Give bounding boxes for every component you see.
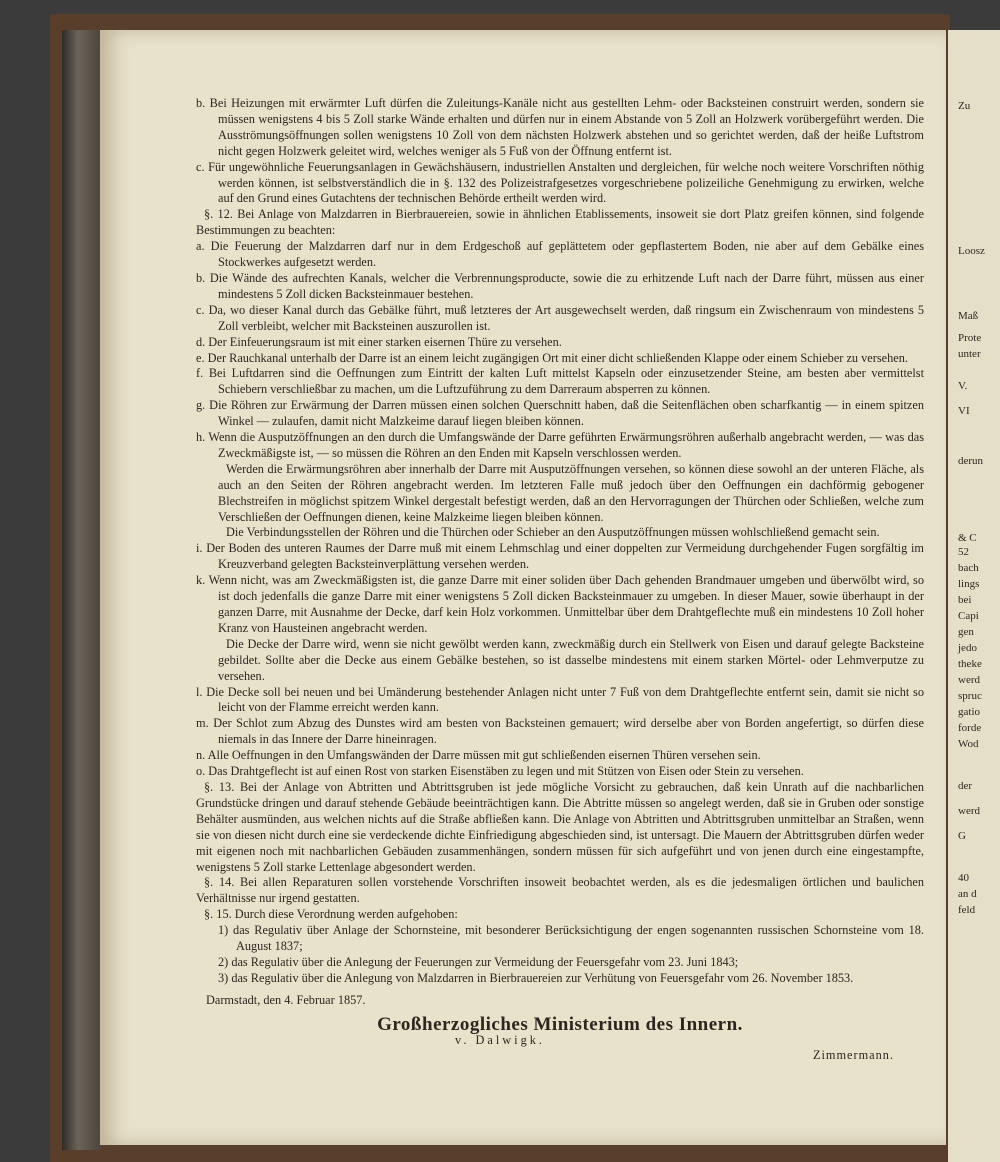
next-page-fragment: der <box>958 780 973 792</box>
next-page-fragment: jedo <box>958 642 977 654</box>
paragraph: f. Bei Luftdarren sind die Oeffnungen zum Eintritt der kalten Luft mittelst Kapseln oder einzusetzender Steine, am besten aber vermittelst Schiebern verschließbar zu machen, um die Luftzuführung zu dem Darreraum absperren zu können. <box>196 366 924 397</box>
paragraph: 2) das Regulativ über die Anlegung der Feuerungen zur Vermeidung der Feuersgefahr vom 23. Juni 1843; <box>218 954 739 969</box>
next-page-fragment: VI <box>958 405 970 417</box>
paragraph: m. Der Schlot zum Abzug des Dunstes wird am besten von Backsteinen gemauert; wird derselbe aber von Borden angefertigt, so dürfen diese niemals in das Innere der Darre hineinragen. <box>196 716 924 747</box>
paragraph: 3) das Regulativ über die Anlegung von Malzdarren in Bierbrauereien zur Verhütung von Feuersgefahr vom 26. November 1853. <box>218 970 854 985</box>
place-date: Darmstadt, den 4. Februar 1857. <box>206 992 366 1007</box>
paragraph: c. Für ungewöhnliche Feuerungsanlagen in Gewächshäusern, industriellen Anstalten und dergleichen, für welche noch weitere Vorschriften nöthig werden können, ist selbstverständlich die in §. 132 des Polizeistrafgesetzes vorgeschriebene polizeiliche Genehmigung zu erwirken, welche auf den Grund eines Gutachtens der technischen Behörde ertheilt werden wird. <box>196 159 924 206</box>
next-page-fragment: derun <box>958 455 984 467</box>
next-page-fragment: theke <box>958 658 982 670</box>
next-page-fragment: werd <box>958 805 980 817</box>
next-page-fragment: & C <box>958 532 977 544</box>
next-page-fragment: lings <box>958 578 980 590</box>
next-page-fragment: Wod <box>958 738 979 750</box>
next-page-fragment: Capi <box>958 610 979 622</box>
minister-signature: v. Dalwigk. <box>455 1032 545 1047</box>
next-page-fragment: V. <box>958 380 968 392</box>
next-page-fragment: G <box>958 830 966 842</box>
paragraph: Werden die Erwärmungsröhren aber innerhalb der Darre mit Ausputzöffnungen versehen, so können diese sowohl an der unteren Fläche, als auch an den Seiten der Röhren angebracht werden. Im letzteren Falle muß jedoch über den Oeffnungen ein dachförmig gebogener Blechstreifen in möglichst spitzem Winkel dergestalt befestigt werden, daß an den Hervorragungen der Thürchen oder Schließen, welche zum Verschließen der Oeffnungen dienen, keine Malzkeime liegen bleiben können. <box>218 461 924 524</box>
page-text <box>196 96 924 1064</box>
next-page-fragment: 52 <box>958 546 969 558</box>
paragraph: Die Verbindungsstellen der Röhren und die Thürchen oder Schieber an den Ausputzöffnungen müssen wohlschließend gemacht sein. <box>226 525 880 540</box>
paragraph: §. 13. Bei der Anlage von Abtritten und Abtrittsgruben ist jede mögliche Vorsicht zu gebrauchen, daß kein Unrath auf die nachbarlichen Grundstücke dringen und darauf stehende Gebäude beeinträchtigen kann. Die Abtritte müssen so angelegt werden, daß sie in Gruben oder sonstige Behälter ausmünden, aus welchen nichts auf die Straße abfließen kann. Die Anlage von Abtritten und Abtrittsgruben unmittelbar an Straßen, wenn sie von diesen nicht durch eine sie verdeckende dichte Einfriedigung abgeschieden sind, ist untersagt. Die Mauern der Abtrittsgruben dürfen weder mit eigenen noch mit nachbarlichen Gebäuden zusammenhängen, sondern müssen für sich aufgeführt und von jenen durch eine eingestampfte, wenigstens 5 Zoll starke Lettenlage abgesondert werden. <box>196 779 924 874</box>
next-page-fragment: forde <box>958 722 982 734</box>
paragraph: h. Wenn die Ausputzöffnungen an den durch die Umfangswände der Darre geführten Erwärmungsröhren außerhalb angebracht werden, — was das Zweckmäßigste ist, — so müssen die Röhren an den Enden mit Kapseln verschlossen werden. <box>196 430 924 460</box>
next-page-fragment: bach <box>958 562 979 574</box>
next-page-edge <box>948 30 1000 1162</box>
paragraph: 1) das Regulativ über Anlage der Schornsteine, mit besonderer Berücksichtigung der engen sogenannten russischen Schornsteine vom 18. August 1837; <box>218 923 924 954</box>
paragraph: o. Das Drahtgeflecht ist auf einen Rost von starken Eisenstäben zu legen und mit Stützen von Eisen oder Stein zu versehen. <box>196 764 804 779</box>
paragraph: i. Der Boden des unteren Raumes der Darre muß mit einem Lehmschlag und einer doppelten zur Vermeidung durchgehender Fugen sorgfältig im Kreuzverband gelegten Backsteinverplättung versehen werden. <box>196 541 924 572</box>
paragraph: §. 14. Bei allen Reparaturen sollen vorstehende Vorschriften insoweit beobachtet werden, als es die jedesmaligen örtlichen und baulichen Verhältnisse nur irgend gestatten. <box>196 875 924 906</box>
next-page-fragment: gatio <box>958 706 980 718</box>
next-page-fragment: werd <box>958 674 980 686</box>
paragraph: b. Die Wände des aufrechten Kanals, welcher die Verbrennungsproducte, sowie die zu erhitzende Luft nach der Darre führt, müssen aus einer mindestens 5 Zoll dicken Backsteinmauer bestehen. <box>196 270 924 301</box>
paragraph: d. Der Einfeuerungsraum ist mit einer starken eisernen Thüre zu versehen. <box>196 334 562 349</box>
next-page-fragment: unter <box>958 348 981 360</box>
paragraph: c. Da, wo dieser Kanal durch das Gebälke führt, muß letzteres der Art ausgewechselt werden, daß ringsum ein Zwischenraum von mindestens 5 Zoll verbleibt, welcher mit Backsteinen auszurollen ist. <box>196 302 924 333</box>
next-page-fragment: Loosz <box>958 245 985 257</box>
next-page-fragment: spruc <box>958 690 982 702</box>
paragraph: a. Die Feuerung der Malzdarren darf nur in dem Erdgeschoß auf geplättetem oder gepflastertem Boden, nie aber auf dem Gebälke eines Stockwerkes aufgesetzt werden. <box>196 239 924 270</box>
paragraph: n. Alle Oeffnungen in den Umfangswänden der Darre müssen mit gut schließenden eisernen Thüren versehen sein. <box>196 748 761 763</box>
paragraph: g. Die Röhren zur Erwärmung der Darren müssen einen solchen Querschnitt haben, daß die Seitenflächen oben scharfkantig — in einem spitzen Winkel — zulaufen, damit nicht Malzkeime darauf liegen bleiben können. <box>196 398 924 429</box>
next-page-fragment: Prote <box>958 332 982 344</box>
paragraph: Die Decke der Darre wird, wenn sie nicht gewölbt werden kann, zweckmäßig durch ein Stellwerk von Eisen und darauf gelegte Backsteine gebildet. Sollte aber die Decke aus einem Gebälke bestehen, so ist dasselbe mindestens mit einem starken Mörtel- oder Lehmverputze zu versehen. <box>218 636 924 683</box>
next-page-fragment: bei <box>958 594 972 606</box>
secretary-signature: Zimmermann. <box>812 1048 894 1063</box>
next-page-fragment: gen <box>958 626 974 638</box>
paragraph: e. Der Rauchkanal unterhalb der Darre ist an einem leicht zugängigen Ort mit einer dicht schließenden Klappe oder einem Schieber zu versehen. <box>196 350 908 365</box>
paragraph: k. Wenn nicht, was am Zweckmäßigsten ist, die ganze Darre mit einer soliden über Dach gehenden Brandmauer umgeben und überwölbt wird, so ist doch jedenfalls die ganze Darre mit einer wenigstens 5 Zoll dicken Backsteinmauer zu umgeben. In dieser Mauer, sowie überhaupt in der ganzen Darre, mit Ausnahme der Decke, darf kein Holz vorkommen. Unmittelbar über dem Drahtgeflechte muß ein mindestens 10 Zoll hoher Kranz von Hausteinen angebracht werden. <box>196 573 924 635</box>
paragraph: l. Die Decke soll bei neuen und bei Umänderung bestehender Anlagen nicht unter 7 Fuß von dem Drahtgeflechte entfernt sein, damit sie nicht so leicht von der Flamme erreicht werden kann. <box>196 684 924 715</box>
paragraph: §. 12. Bei Anlage von Malzdarren in Bierbrauereien, sowie in ähnlichen Etablissements, insoweit sie dort Platz greifen können, sind folgende Bestimmungen zu beachten: <box>196 207 924 238</box>
ministry-name: Großherzogliches Ministerium des Innern. <box>377 1013 743 1035</box>
book-spine <box>62 30 102 1150</box>
next-page-fragment: feld <box>958 904 976 916</box>
next-page-fragment: Maß <box>958 310 979 322</box>
paragraph: b. Bei Heizungen mit erwärmter Luft dürfen die Zuleitungs-Kanäle nicht aus gestellten Lehm- oder Backsteinen construirt werden, sondern sie müssen wenigstens 4 bis 5 Zoll starke Wände erhalten und dürfen nur in einem Abstande von 5 Zoll an Holzwerk vorübergeführt werden. Die Ausströmungsöffnungen sollen wenigstens 10 Zoll von dem nächsten Holzwerk abstehen und so gerichtet werden, daß der heiße Luftstrom nicht gegen Holzwerk geleitet wird, welches weniger als 5 Fuß von der Öffnung entfernt ist. <box>196 96 924 158</box>
next-page-fragment: an d <box>958 888 977 900</box>
paragraph: §. 15. Durch diese Verordnung werden aufgehoben: <box>204 907 458 922</box>
next-page-fragment: Zu <box>958 100 971 112</box>
next-page-fragment: 40 <box>958 872 969 884</box>
